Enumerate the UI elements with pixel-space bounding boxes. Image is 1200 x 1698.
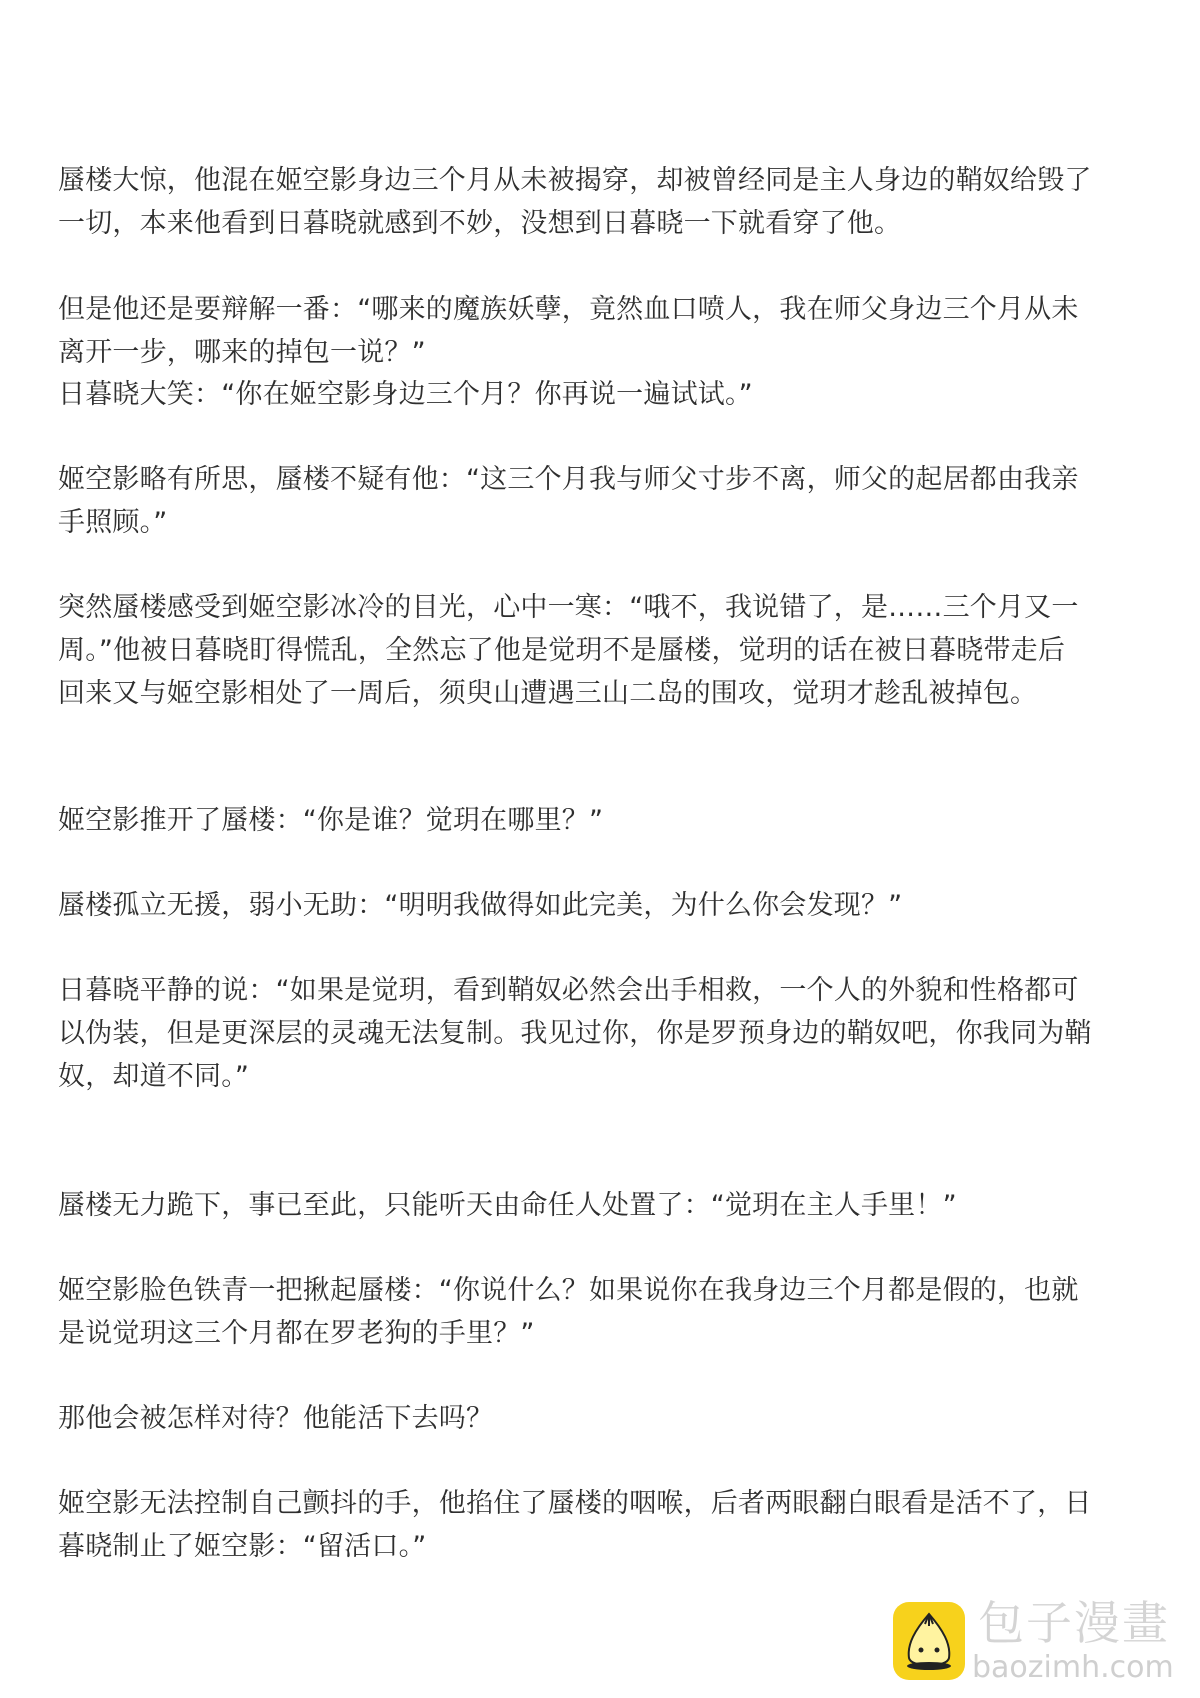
paragraph: [58, 159, 1158, 245]
text-line: 日暮晓大笑：“你在姬空影身边三个月？你再说一遍试试。”: [58, 379, 753, 410]
text-line: 姬空影略有所思，蜃楼不疑有他：“这三个月我与师父寸步不离，师父的起居都由我亲: [58, 464, 1079, 495]
text-line: 那他会被怎样对待？他能活下去吗？: [58, 1403, 494, 1434]
text-line: 姬空影推开了蜃楼：“你是谁？觉玥在哪里？”: [58, 805, 604, 836]
text-line: 奴，却道不同。”: [58, 1061, 250, 1092]
watermark-site: baozimh.com: [972, 1650, 1174, 1685]
paragraph: [58, 1397, 1158, 1440]
watermark-brand: 包子漫畫: [978, 1596, 1170, 1650]
text-line: 姬空影无法控制自己颤抖的手，他掐住了蜃楼的咽喉，后者两眼翻白眼看是活不了，日: [58, 1488, 1092, 1519]
text-line: 以伪装，但是更深层的灵魂无法复制。我见过你，你是罗预身边的鞘奴吧，你我同为鞘: [58, 1018, 1092, 1049]
text-line: 周。”他被日暮晓盯得慌乱，全然忘了他是觉玥不是蜃楼，觉玥的话在被日暮晓带走后: [58, 635, 1066, 666]
text-line: 姬空影脸色铁青一把揪起蜃楼：“你说什么？如果说你在我身边三个月都是假的，也就: [58, 1275, 1079, 1306]
text-line: 蜃楼无力跪下，事已至此，只能听天由命任人处置了：“觉玥在主人手里！”: [58, 1190, 957, 1221]
paragraph: [58, 1184, 1158, 1227]
paragraph: [58, 373, 1158, 416]
text-line: 暮晓制止了姬空影：“留活口。”: [58, 1531, 427, 1562]
paragraph: [58, 969, 1158, 1098]
text-line: 是说觉玥这三个月都在罗老狗的手里？”: [58, 1318, 535, 1349]
text-line: 蜃楼大惊，他混在姬空影身边三个月从未被揭穿，却被曾经同是主人身边的鞘奴给毁了: [58, 165, 1092, 196]
paragraph: [58, 586, 1158, 715]
text-line: 蜃楼孤立无援，弱小无助：“明明我做得如此完美，为什么你会发现？”: [58, 890, 903, 921]
text-line: 回来又与姬空影相处了一周后，须臾山遭遇三山二岛的围攻，觉玥才趁乱被掉包。: [58, 678, 1038, 709]
paragraph: [58, 799, 1158, 842]
paragraph: [58, 884, 1158, 927]
paragraph: [58, 1269, 1158, 1355]
paragraph: [58, 288, 1158, 374]
baozi-logo-icon: [893, 1602, 965, 1680]
text-line: 一切，本来他看到日暮晓就感到不妙，没想到日暮晓一下就看穿了他。: [58, 208, 902, 239]
text-line: 但是他还是要辩解一番：“哪来的魔族妖孽，竟然血口喷人，我在师父身边三个月从未: [58, 294, 1079, 325]
paragraph: [58, 1482, 1158, 1568]
text-line: 离开一步，哪来的掉包一说？”: [58, 337, 426, 368]
text-line: 手照顾。”: [58, 507, 168, 538]
text-line: 突然蜃楼感受到姬空影冰冷的目光，心中一寒：“哦不，我说错了，是……三个月又一: [58, 592, 1079, 623]
paragraph: [58, 458, 1158, 544]
text-line: 日暮晓平静的说：“如果是觉玥，看到鞘奴必然会出手相救，一个人的外貌和性格都可: [58, 975, 1079, 1006]
